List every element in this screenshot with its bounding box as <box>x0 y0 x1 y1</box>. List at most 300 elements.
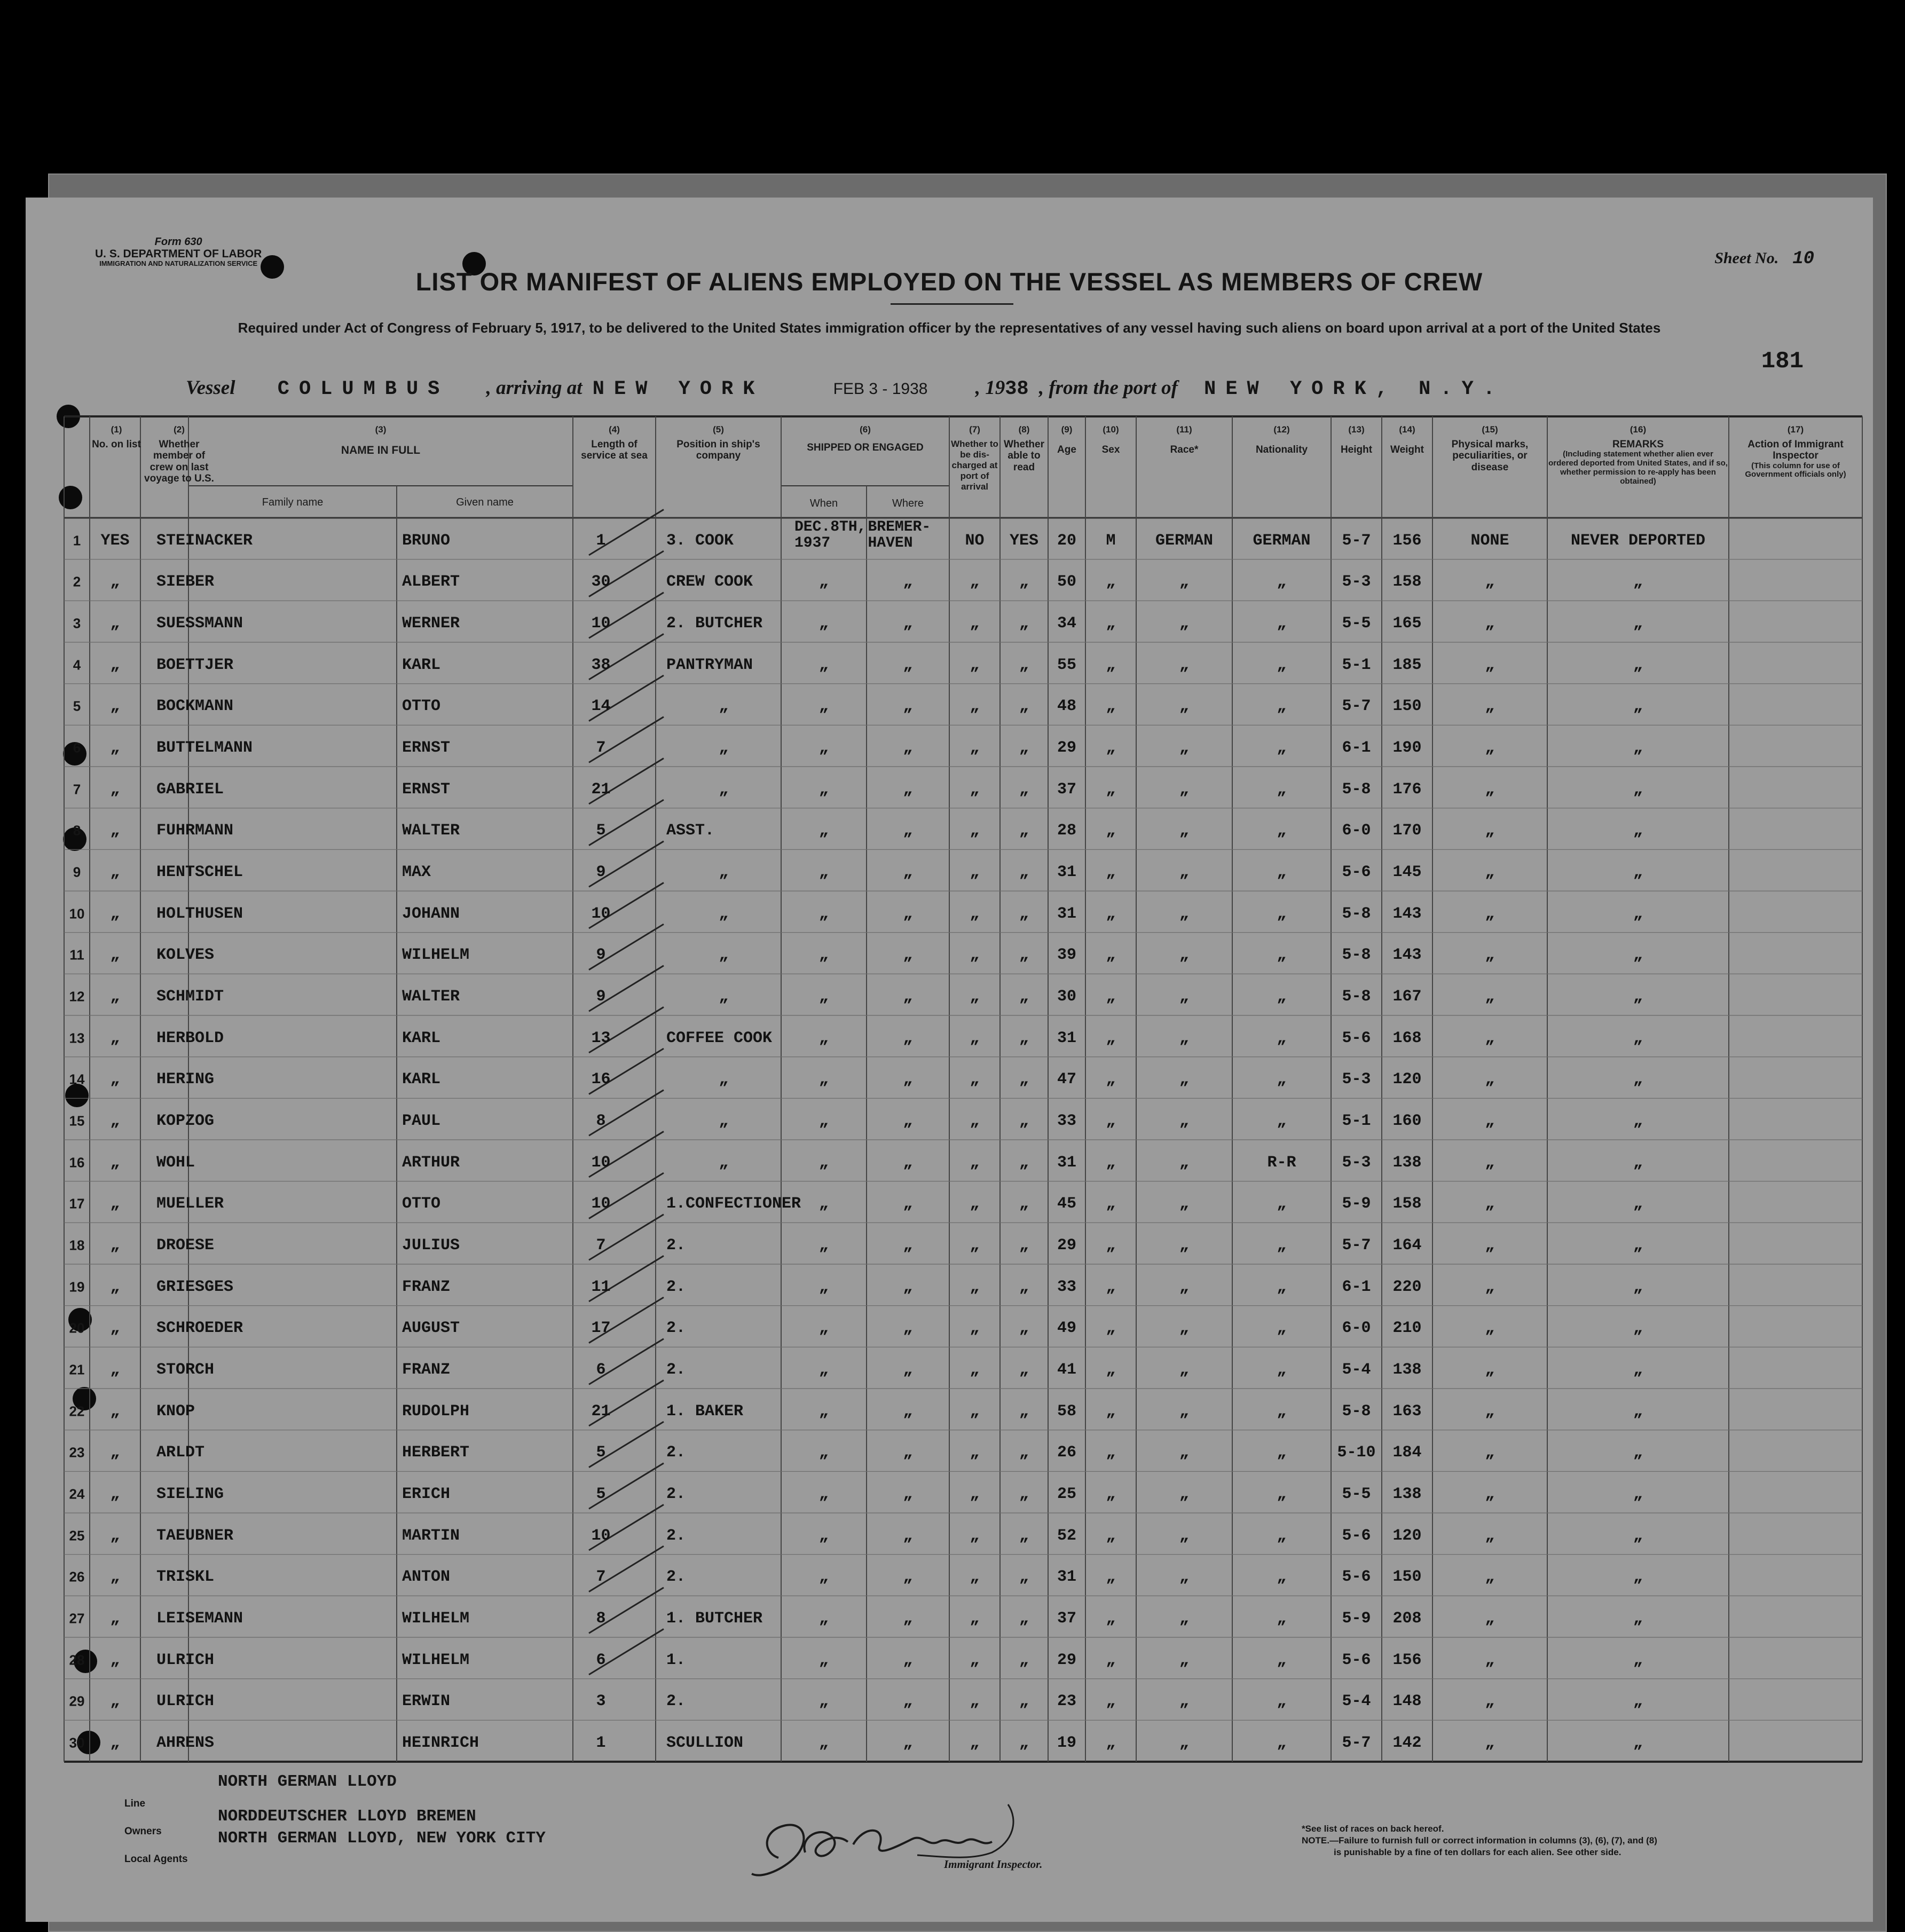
age: 29 <box>1057 739 1077 758</box>
position: 1. BUTCHER <box>666 1610 763 1628</box>
row-number: 25 <box>69 1527 85 1544</box>
sex: „ <box>1106 1610 1116 1628</box>
given-name: OTTO <box>402 1195 441 1213</box>
row-number: 24 <box>69 1486 85 1502</box>
owners-label: Owners <box>124 1826 162 1837</box>
col-header-discharged: (7) Whether to be dis-charged at port of arrival <box>951 424 998 492</box>
remarks: „ <box>1633 1692 1643 1711</box>
able-to-read: „ <box>1019 1319 1029 1338</box>
weight: 138 <box>1392 1485 1422 1504</box>
row-number: 27 <box>69 1610 85 1627</box>
crew-last-voyage: „ <box>110 1610 120 1628</box>
discharged: „ <box>970 1070 980 1089</box>
height: 5-8 <box>1342 1402 1371 1421</box>
service-length: 10 <box>591 614 611 633</box>
col-header-number: (1) No. on list <box>92 424 141 451</box>
height: 5-8 <box>1342 946 1371 965</box>
weight: 185 <box>1392 656 1422 674</box>
shipped-when-ditto: „ <box>818 1651 829 1669</box>
position: PANTRYMAN <box>666 656 753 674</box>
row-number: 28 <box>69 1652 85 1668</box>
family-name: GRIESGES <box>156 1278 234 1296</box>
remarks: „ <box>1633 1029 1643 1047</box>
shipped-where-ditto: „ <box>903 1610 913 1628</box>
able-to-read: „ <box>1019 1568 1029 1587</box>
height: 6-1 <box>1342 739 1371 758</box>
given-name: HERBERT <box>402 1444 470 1462</box>
discharged: „ <box>970 1278 980 1296</box>
service-length: 11 <box>591 1278 611 1296</box>
weight: 156 <box>1392 1651 1422 1669</box>
nationality: „ <box>1277 1444 1287 1462</box>
age: 30 <box>1057 988 1077 1006</box>
family-name: BOCKMANN <box>156 697 234 716</box>
able-to-read: YES <box>1009 531 1039 550</box>
vessel-name: COLUMBUS <box>277 378 450 400</box>
given-name: KARL <box>402 1029 441 1047</box>
nationality: „ <box>1277 1361 1287 1379</box>
able-to-read: „ <box>1019 1361 1029 1379</box>
physical-marks: „ <box>1485 1195 1495 1213</box>
given-name: ALBERT <box>402 573 460 592</box>
shipped-where-ditto: „ <box>903 1153 913 1172</box>
row-number: 30 <box>69 1734 85 1751</box>
service-length: 10 <box>591 904 611 923</box>
remarks: „ <box>1633 1485 1643 1504</box>
crew-last-voyage: „ <box>110 697 120 716</box>
form-identifier <box>95 236 262 267</box>
family-name: FUHRMANN <box>156 822 234 840</box>
remarks: „ <box>1633 614 1643 633</box>
shipped-when-ditto: „ <box>818 1195 829 1213</box>
shipped-when-ditto: „ <box>818 988 829 1006</box>
position-ditto: „ <box>719 780 729 799</box>
footnote-block <box>1302 1823 1657 1858</box>
age: 50 <box>1057 573 1077 592</box>
discharged: „ <box>970 1568 980 1587</box>
shipped-when-ditto: „ <box>818 1361 829 1379</box>
remarks: NEVER DEPORTED <box>1570 531 1706 550</box>
height: 5-6 <box>1342 1651 1371 1669</box>
nationality: „ <box>1277 1734 1287 1753</box>
race: „ <box>1179 1526 1190 1545</box>
nationality: „ <box>1277 1485 1287 1504</box>
row-number: 26 <box>69 1568 85 1585</box>
given-name: PAUL <box>402 1112 441 1131</box>
title-underline <box>891 303 1013 305</box>
sex: „ <box>1106 1070 1116 1089</box>
position: 2. BUTCHER <box>666 614 763 633</box>
col-header-position: (5) Position in ship's company <box>676 424 760 462</box>
able-to-read: „ <box>1019 1070 1029 1089</box>
physical-marks: „ <box>1485 1070 1495 1089</box>
family-name: AHRENS <box>156 1734 215 1753</box>
family-name: HOLTHUSEN <box>156 904 243 923</box>
height: 5-7 <box>1342 531 1371 550</box>
able-to-read: „ <box>1019 1692 1029 1711</box>
physical-marks: „ <box>1485 697 1495 716</box>
physical-marks: „ <box>1485 822 1495 840</box>
given-name: RUDOLPH <box>402 1402 470 1421</box>
physical-marks: „ <box>1485 904 1495 923</box>
sex: „ <box>1106 697 1116 716</box>
col-header-name: (3) NAME IN FULL <box>341 424 421 457</box>
height: 5-6 <box>1342 1568 1371 1587</box>
crew-last-voyage: „ <box>110 1236 120 1255</box>
shipped-when-ditto: „ <box>818 1734 829 1753</box>
row-number: 5 <box>73 698 81 714</box>
race: „ <box>1179 904 1190 923</box>
given-name: MAX <box>402 863 431 882</box>
position: SCULLION <box>666 1734 744 1753</box>
remarks: „ <box>1633 1734 1643 1753</box>
punch-hole <box>57 405 80 428</box>
row-number: 1 <box>73 532 81 549</box>
weight: 220 <box>1392 1278 1422 1296</box>
crew-last-voyage: „ <box>110 988 120 1006</box>
sex: „ <box>1106 1402 1116 1421</box>
weight: 138 <box>1392 1361 1422 1379</box>
family-name: TRISKL <box>156 1568 215 1587</box>
discharged: „ <box>970 697 980 716</box>
service-length: 1 <box>596 531 606 550</box>
weight: 150 <box>1392 1568 1422 1587</box>
row-number: 6 <box>73 739 81 756</box>
nationality: „ <box>1277 739 1287 758</box>
height: 6-0 <box>1342 822 1371 840</box>
able-to-read: „ <box>1019 904 1029 923</box>
crew-last-voyage: „ <box>110 1651 120 1669</box>
crew-last-voyage: „ <box>110 1734 120 1753</box>
sex: „ <box>1106 1692 1116 1711</box>
shipped-where-ditto: „ <box>903 780 913 799</box>
service-length: 7 <box>596 739 606 758</box>
sex: „ <box>1106 988 1116 1006</box>
weight: 120 <box>1392 1526 1422 1545</box>
discharged: „ <box>970 946 980 965</box>
weight: 150 <box>1392 697 1422 716</box>
sheet-number-field <box>1714 249 1814 269</box>
remarks: „ <box>1633 1319 1643 1338</box>
able-to-read: „ <box>1019 1195 1029 1213</box>
family-name: KOLVES <box>156 946 215 965</box>
given-name: KARL <box>402 656 441 674</box>
able-to-read: „ <box>1019 1278 1029 1296</box>
height: 5-5 <box>1342 614 1371 633</box>
shipped-when-ditto: „ <box>818 1485 829 1504</box>
family-name: ULRICH <box>156 1651 215 1669</box>
remarks: „ <box>1633 739 1643 758</box>
service-length: 9 <box>596 863 606 882</box>
height: 5-9 <box>1342 1610 1371 1628</box>
height: 5-4 <box>1342 1361 1371 1379</box>
sheet-number-label: Sheet No. <box>1714 249 1779 267</box>
row-number: 9 <box>73 864 81 880</box>
weight: 208 <box>1392 1610 1422 1628</box>
age: 37 <box>1057 780 1077 799</box>
nationality: „ <box>1277 863 1287 882</box>
shipped-when-ditto: „ <box>818 946 829 965</box>
able-to-read: „ <box>1019 739 1029 758</box>
physical-marks: „ <box>1485 988 1495 1006</box>
service-length: 7 <box>596 1236 606 1255</box>
race: „ <box>1179 1485 1190 1504</box>
crew-last-voyage: „ <box>110 1195 120 1213</box>
family-name: LEISEMANN <box>156 1610 243 1628</box>
vessel-line <box>186 376 1510 400</box>
col-header-weight: (14) Weight <box>1390 424 1424 456</box>
age: 31 <box>1057 1029 1077 1047</box>
discharged: „ <box>970 656 980 674</box>
crew-last-voyage: „ <box>110 1029 120 1047</box>
nationality: „ <box>1277 1402 1287 1421</box>
remarks: „ <box>1633 1610 1643 1628</box>
weight: 170 <box>1392 822 1422 840</box>
remarks: „ <box>1633 946 1643 965</box>
age: 31 <box>1057 904 1077 923</box>
shipped-where-ditto: „ <box>903 1361 913 1379</box>
physical-marks: „ <box>1485 1319 1495 1338</box>
able-to-read: „ <box>1019 1651 1029 1669</box>
age: 37 <box>1057 1610 1077 1628</box>
race: „ <box>1179 1402 1190 1421</box>
service-length: 5 <box>596 822 606 840</box>
weight: 138 <box>1392 1153 1422 1172</box>
nationality: „ <box>1277 1195 1287 1213</box>
sex: „ <box>1106 573 1116 592</box>
given-name: JULIUS <box>402 1236 460 1255</box>
able-to-read: „ <box>1019 614 1029 633</box>
nationality: „ <box>1277 988 1287 1006</box>
shipped-where-ditto: „ <box>903 697 913 716</box>
crew-last-voyage: „ <box>110 1070 120 1089</box>
given-name: ANTON <box>402 1568 451 1587</box>
shipped-where-ditto: „ <box>903 1278 913 1296</box>
weight: 168 <box>1392 1029 1422 1047</box>
age: 45 <box>1057 1195 1077 1213</box>
physical-marks: „ <box>1485 863 1495 882</box>
shipped-where-ditto: „ <box>903 1236 913 1255</box>
service-length: 14 <box>591 697 611 716</box>
crew-last-voyage: „ <box>110 1278 120 1296</box>
sex: „ <box>1106 739 1116 758</box>
age: 31 <box>1057 1153 1077 1172</box>
shipped-when-ditto: „ <box>818 1692 829 1711</box>
physical-marks: „ <box>1485 1278 1495 1296</box>
col-header-remarks: (16) REMARKS (Including statement whether alien ever ordered deported from United States, and if so, whether permission to re-apply has been obtained) <box>1548 424 1728 486</box>
row-number: 21 <box>69 1361 85 1378</box>
punch-hole <box>59 486 82 509</box>
remarks: „ <box>1633 1526 1643 1545</box>
weight: 190 <box>1392 739 1422 758</box>
sex: M <box>1106 531 1116 550</box>
owners-value: NORDDEUTSCHER LLOYD BREMEN <box>218 1807 476 1826</box>
position: CREW COOK <box>666 573 753 592</box>
race: „ <box>1179 656 1190 674</box>
inspector-caption: Immigrant Inspector. <box>944 1858 1043 1871</box>
discharged: „ <box>970 1112 980 1131</box>
age: 25 <box>1057 1485 1077 1504</box>
race: „ <box>1179 1029 1190 1047</box>
discharged: „ <box>970 614 980 633</box>
row-number: 10 <box>69 905 85 922</box>
family-name: STORCH <box>156 1361 215 1379</box>
shipped-where-ditto: „ <box>903 863 913 882</box>
shipped-where-ditto: „ <box>903 1692 913 1711</box>
able-to-read: „ <box>1019 656 1029 674</box>
remarks: „ <box>1633 1070 1643 1089</box>
position: 1. BAKER <box>666 1402 744 1421</box>
page-title: LIST OR MANIFEST OF ALIENS EMPLOYED ON THE VESSEL AS MEMBERS OF CREW <box>415 267 1483 296</box>
position-ditto: „ <box>719 946 729 965</box>
given-name: OTTO <box>402 697 441 716</box>
sex: „ <box>1106 1195 1116 1213</box>
able-to-read: „ <box>1019 1029 1029 1047</box>
shipped-when-ditto: „ <box>818 1029 829 1047</box>
remarks: „ <box>1633 1278 1643 1296</box>
discharged: „ <box>970 1402 980 1421</box>
given-name: BRUNO <box>402 531 451 550</box>
discharged: „ <box>970 822 980 840</box>
family-name: BOETTJER <box>156 656 234 674</box>
physical-marks: NONE <box>1470 531 1509 550</box>
service-name: IMMIGRATION AND NATURALIZATION SERVICE <box>99 259 258 268</box>
race: „ <box>1179 1361 1190 1379</box>
position: 2. <box>666 1444 686 1462</box>
weight: 160 <box>1392 1112 1422 1131</box>
sex: „ <box>1106 1485 1116 1504</box>
shipped-when-ditto: „ <box>818 1402 829 1421</box>
age: 49 <box>1057 1319 1077 1338</box>
position: COFFEE COOK <box>666 1029 773 1047</box>
year-prefix: , 19 <box>975 377 1005 399</box>
family-name: SCHMIDT <box>156 988 224 1006</box>
discharged: „ <box>970 780 980 799</box>
able-to-read: „ <box>1019 1444 1029 1462</box>
height: 5-3 <box>1342 1070 1371 1089</box>
row-number: 2 <box>73 573 81 590</box>
position: 2. <box>666 1568 686 1587</box>
family-name: ARLDT <box>156 1444 205 1462</box>
service-length: 16 <box>591 1070 611 1089</box>
physical-marks: „ <box>1485 1734 1495 1753</box>
physical-marks: „ <box>1485 1153 1495 1172</box>
age: 34 <box>1057 614 1077 633</box>
height: 5-7 <box>1342 1734 1371 1753</box>
sex: „ <box>1106 1361 1116 1379</box>
discharged: „ <box>970 1195 980 1213</box>
family-name: BUTTELMANN <box>156 739 253 758</box>
family-name: SIEBER <box>156 573 215 592</box>
given-name: WILHELM <box>402 946 470 965</box>
physical-marks: „ <box>1485 780 1495 799</box>
shipped-where-ditto: „ <box>903 1444 913 1462</box>
col-header-read: (8) Whether able to read <box>1004 424 1044 473</box>
vessel-label: Vessel <box>186 377 235 399</box>
row-number: 11 <box>69 947 84 963</box>
remarks: „ <box>1633 697 1643 716</box>
from-port: NEW YORK, N.Y. <box>1204 378 1505 400</box>
height: 5-6 <box>1342 1526 1371 1545</box>
race: GERMAN <box>1155 531 1214 550</box>
col-header-race: (11) Race* <box>1170 424 1199 456</box>
discharged: „ <box>970 1485 980 1504</box>
discharged: „ <box>970 573 980 592</box>
shipped-when-ditto: „ <box>818 822 829 840</box>
service-length: 10 <box>591 1526 611 1545</box>
remarks: „ <box>1633 1402 1643 1421</box>
discharged: „ <box>970 1610 980 1628</box>
family-name: GABRIEL <box>156 780 224 799</box>
given-name: ERNST <box>402 780 451 799</box>
given-name: FRANZ <box>402 1361 451 1379</box>
weight: 164 <box>1392 1236 1422 1255</box>
shipped-where-ditto: „ <box>903 573 913 592</box>
physical-marks: „ <box>1485 1112 1495 1131</box>
physical-marks: „ <box>1485 1568 1495 1587</box>
given-name: ERWIN <box>402 1692 451 1711</box>
discharged: „ <box>970 1319 980 1338</box>
family-name: WOHL <box>156 1153 195 1172</box>
remarks: „ <box>1633 1361 1643 1379</box>
race: „ <box>1179 1568 1190 1587</box>
discharged: „ <box>970 1526 980 1545</box>
service-length: 7 <box>596 1568 606 1587</box>
shipped-where-ditto: „ <box>903 1485 913 1504</box>
shipped-where-ditto: „ <box>903 656 913 674</box>
col-header-shipped: (6) SHIPPED OR ENGAGED <box>807 424 924 454</box>
race: „ <box>1179 1195 1190 1213</box>
race: „ <box>1179 739 1190 758</box>
position: 2. <box>666 1319 686 1338</box>
age: 29 <box>1057 1236 1077 1255</box>
shipped-when-ditto: „ <box>818 1444 829 1462</box>
from-port-label: , from the port of <box>1038 377 1178 399</box>
service-length: 21 <box>591 1402 611 1421</box>
crew-last-voyage: „ <box>110 863 120 882</box>
race: „ <box>1179 1651 1190 1669</box>
height: 5-7 <box>1342 1236 1371 1255</box>
weight: 143 <box>1392 946 1422 965</box>
able-to-read: „ <box>1019 780 1029 799</box>
shipped-when-ditto: „ <box>818 904 829 923</box>
crew-last-voyage: „ <box>110 904 120 923</box>
remarks: „ <box>1633 656 1643 674</box>
row-number: 3 <box>73 615 81 632</box>
nationality: „ <box>1277 1319 1287 1338</box>
sex: „ <box>1106 1112 1116 1131</box>
shipped-where-ditto: „ <box>903 988 913 1006</box>
nationality: „ <box>1277 1029 1287 1047</box>
shipped-when-ditto: „ <box>818 1319 829 1338</box>
service-length: 1 <box>596 1734 606 1753</box>
age: 29 <box>1057 1651 1077 1669</box>
discharged: „ <box>970 863 980 882</box>
crew-last-voyage: „ <box>110 1153 120 1172</box>
shipped-when-ditto: „ <box>818 573 829 592</box>
service-length: 10 <box>591 1153 611 1172</box>
service-length: 8 <box>596 1610 606 1628</box>
remarks: „ <box>1633 863 1643 882</box>
shipped-where-ditto: „ <box>903 904 913 923</box>
age: 31 <box>1057 1568 1077 1587</box>
discharged: „ <box>970 1029 980 1047</box>
remarks: „ <box>1633 1153 1643 1172</box>
weight: 158 <box>1392 573 1422 592</box>
position: 2. <box>666 1236 686 1255</box>
age: 28 <box>1057 822 1077 840</box>
service-length: 6 <box>596 1361 606 1379</box>
